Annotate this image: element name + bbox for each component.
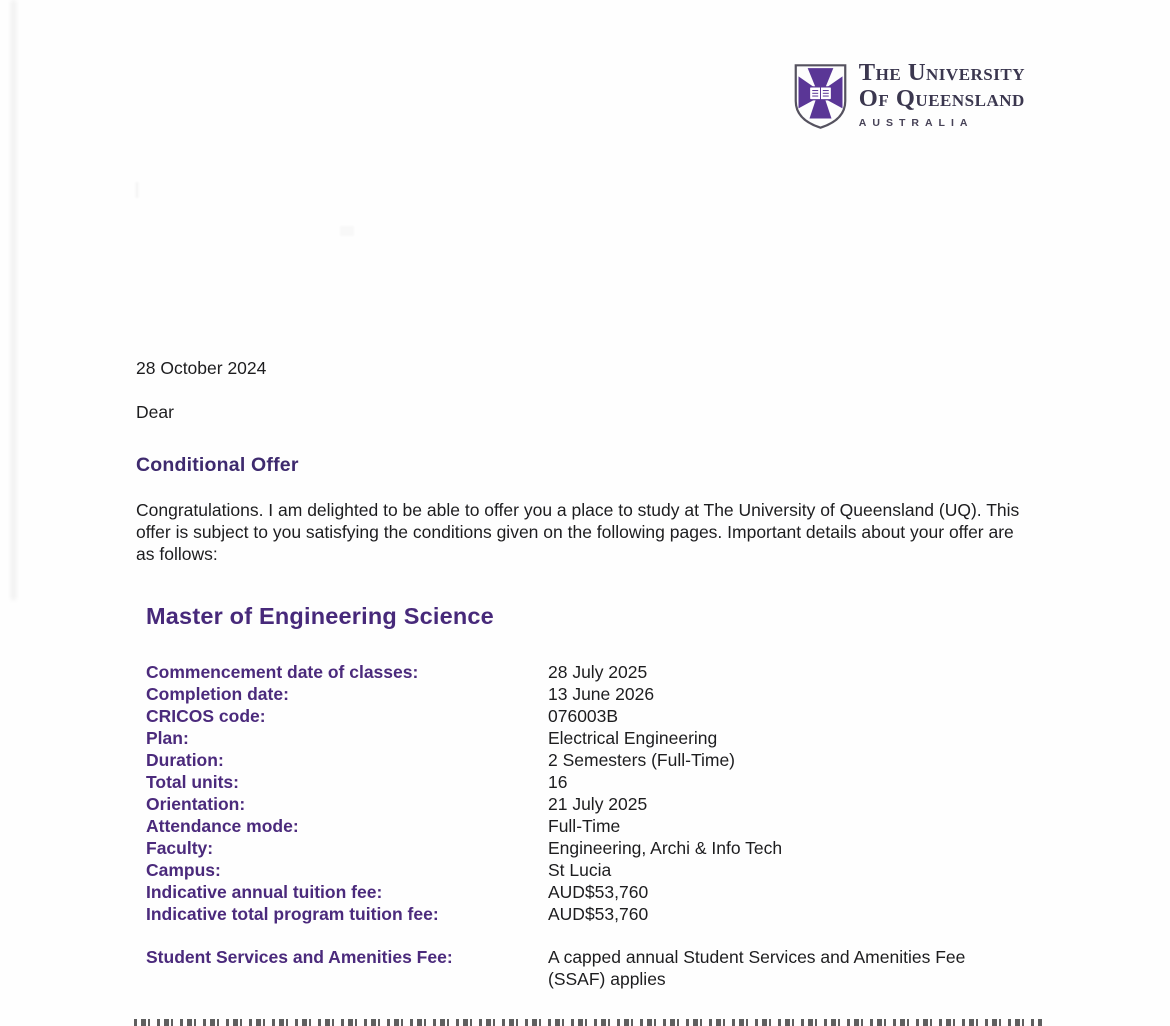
detail-label: Completion date: — [146, 684, 289, 704]
table-row — [146, 881, 1046, 903]
scan-edge-artifact — [11, 0, 16, 600]
detail-label: CRICOS code: — [146, 706, 266, 726]
logo-line-1: The University — [858, 59, 1025, 86]
salutation: Dear — [136, 402, 174, 422]
detail-value: 076003B — [548, 706, 619, 726]
letter-date: 28 October 2024 — [136, 358, 267, 378]
detail-value: 28 July 2025 — [548, 662, 648, 682]
program-title: Master of Engineering Science — [146, 603, 494, 629]
table-row — [146, 793, 1046, 815]
detail-label: Attendance mode: — [146, 816, 299, 836]
ssaf-label: Student Services and Amenities Fee: — [146, 947, 453, 967]
table-row — [146, 683, 1046, 705]
uq-shield-icon — [793, 60, 848, 138]
uq-logo-wordmark — [859, 60, 1025, 129]
detail-label: Total units: — [146, 772, 239, 792]
detail-label: Indicative annual tuition fee: — [146, 882, 383, 902]
table-row — [146, 815, 1046, 837]
detail-value: Electrical Engineering — [548, 728, 718, 748]
intro-paragraph: Congratulations. I am delighted to be able to offer you a place to study at The University of Queensland (UQ). This offer is subject to you satisfying the conditions given on the following pages. Important details about your offer are as follows: — [136, 500, 1020, 564]
logo-line-2: Of Queensland — [858, 85, 1025, 112]
detail-label: Indicative total program tuition fee: — [146, 904, 439, 924]
table-row — [146, 749, 1046, 771]
table-row — [146, 771, 1046, 793]
table-row — [146, 903, 1046, 925]
conditional-offer-heading: Conditional Offer — [136, 454, 299, 476]
ssaf-value: A capped annual Student Services and Amenities Fee (SSAF) applies — [548, 947, 966, 989]
table-row — [146, 727, 1046, 749]
table-row — [146, 837, 1046, 859]
detail-label: Campus: — [146, 860, 221, 880]
detail-value: 13 June 2026 — [548, 684, 655, 704]
detail-value: AUD$53,760 — [548, 904, 649, 924]
detail-label: Commencement date of classes: — [146, 662, 419, 682]
detail-value: 2 Semesters (Full-Time) — [548, 750, 736, 770]
table-row — [146, 661, 1046, 683]
scan-smudge — [136, 182, 138, 198]
detail-value: 21 July 2025 — [548, 794, 648, 814]
table-row — [146, 859, 1046, 881]
ssaf-row — [146, 946, 1046, 990]
table-row — [146, 705, 1046, 727]
detail-label: Plan: — [146, 728, 189, 748]
detail-value: Full-Time — [548, 816, 621, 836]
detail-value: 16 — [548, 772, 568, 792]
logo-country: AUSTRALIA — [858, 117, 974, 129]
detail-label: Duration: — [146, 750, 224, 770]
cutoff-text-line — [134, 1019, 1042, 1026]
offer-details-table — [146, 661, 1046, 925]
uq-logo — [793, 60, 1025, 138]
detail-value: AUD$53,760 — [548, 882, 649, 902]
detail-value: St Lucia — [548, 860, 612, 880]
detail-label: Faculty: — [146, 838, 214, 858]
detail-label: Orientation: — [146, 794, 246, 814]
detail-value: Engineering, Archi & Info Tech — [548, 838, 783, 858]
scan-smudge — [340, 226, 354, 236]
